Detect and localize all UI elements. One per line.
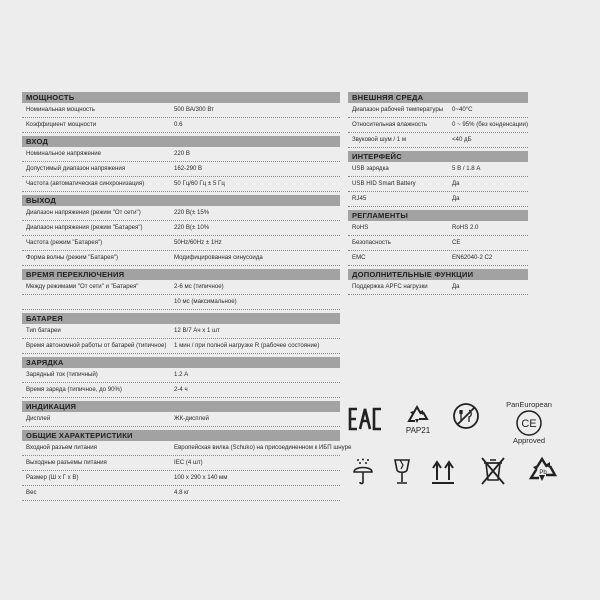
spec-value: 50Hz/60Hz ± 1Hz [174,239,222,246]
ce-approved-badge [494,400,564,445]
right-spec-column [348,92,528,298]
spec-row [22,280,340,295]
spec-value: ЖК-дисплей [174,415,209,422]
spec-row [348,103,528,118]
svg-text:Pb: Pb [539,470,547,476]
spec-label: Размер (Ш х Г х В) [26,474,79,481]
spec-value: 10 мс (максимальное) [174,298,237,305]
section-header: ВРЕМЯ ПЕРЕКЛЮЧЕНИЯ [22,269,340,280]
spec-label: Звуковой шум / 1 м [352,136,407,143]
spec-value: Да [452,283,460,290]
spec-row [348,133,528,148]
spec-row [22,295,340,310]
eac-mark-icon [348,406,382,432]
approved-label: Approved [512,436,546,445]
paneuropean-label: PanEuropean [506,400,552,409]
spec-row [22,251,340,266]
certification-icons [348,400,578,510]
section-header: ВНЕШНЯЯ СРЕДА [348,92,528,103]
ce-circle-icon [516,410,542,436]
spec-value: Европейская вилка (Schuko) на присоединенном к ИБП шнуре [174,444,352,451]
spec-value: Модифицированная синусоида [174,254,263,261]
section-header: ВХОД [22,136,340,147]
spec-row [22,456,340,471]
spec-label: Допустимый диапазон напряжения [26,165,126,172]
spec-value: 0.6 [174,121,183,128]
spec-label: Диапазон напряжения (режим "От сети") [26,209,141,216]
spec-value: 220 В [174,150,190,157]
spec-value: Да [452,195,460,202]
section-header: ЗАРЯДКА [22,357,340,368]
spec-label: Номинальная мощность [26,106,95,113]
spec-label: RJ45 [352,195,367,202]
spec-label: Диапазон напряжения (режим "Батарея") [26,224,143,231]
spec-row [348,221,528,236]
spec-row [22,103,340,118]
spec-label: Тип батареи [26,327,61,334]
section-header: ИНТЕРФЕЙС [348,151,528,162]
left-spec-column [22,92,352,504]
spec-value: CE [452,239,461,246]
spec-label: Дисплей [26,415,51,422]
spec-row [22,368,340,383]
spec-label: Частота (режим "Батарея") [26,239,103,246]
spec-row [22,162,340,177]
spec-value: <40 дБ [452,136,472,143]
spec-row [22,471,340,486]
spec-row [22,236,340,251]
fragile-glass-icon [392,458,412,486]
spec-label: Время заряда (типичное, до 90%) [26,386,122,393]
spec-label: RoHS [352,224,369,231]
spec-row [22,147,340,162]
spec-value: RoHS 2.0 [452,224,479,231]
spec-value: 2-6 мс (типичное) [174,283,224,290]
spec-row [348,280,528,295]
spec-label: USB зарядка [352,165,389,172]
spec-label: Номинальное напряжение [26,150,102,157]
spec-row [348,251,528,266]
spec-label: Диапазон рабочей температуры [352,106,444,113]
spec-row [22,412,340,427]
spec-row [22,206,340,221]
spec-label: Частота (автоматическая синхронизация) [26,180,145,187]
keep-dry-icon [352,458,374,486]
section-header: ИНДИКАЦИЯ [22,401,340,412]
this-way-up-icon [430,458,456,486]
section-header: ВЫХОД [22,195,340,206]
spec-value: 4.8 кг [174,489,190,496]
spec-label: Входной разъем питания [26,444,97,451]
spec-value: 12 В/7 Ач х 1 шт [174,327,220,334]
spec-value: EN62040-2 C2 [452,254,493,261]
spec-row [22,486,340,501]
not-food-safe-icon [452,402,480,430]
spec-value: 162-290 В [174,165,203,172]
spec-row [22,324,340,339]
spec-label: Между режимами "От сети" и "Батарея" [26,283,139,290]
spec-value: 0 ~ 95% (без конденсации) [452,121,528,128]
spec-row [22,441,352,456]
spec-row [22,118,340,133]
spec-label: Поддержка APFC нагрузки [352,283,428,290]
recycle-paper-icon [398,404,438,435]
spec-row [22,383,340,398]
spec-label: Зарядный ток (типичный) [26,371,98,378]
spec-value: 100 x 290 x 140 мм [174,474,228,481]
section-header: РЕГЛАМЕНТЫ [348,210,528,221]
section-header: ДОПОЛНИТЕЛЬНЫЕ ФУНКЦИИ [348,269,528,280]
section-header: БАТАРЕЯ [22,313,340,324]
spec-label: Выходные разъемы питания [26,459,107,466]
spec-value: 1 мин / при полной нагрузке R (рабочее состояние) [174,342,320,349]
spec-label: Относительная влажность [352,121,428,128]
spec-label: Коэффициент мощности [26,121,97,128]
spec-label: Безопасность [352,239,391,246]
section-header: МОЩНОСТЬ [22,92,340,103]
pap21-label: PAP21 [405,426,431,435]
spec-value: 500 ВА/300 Вт [174,106,214,113]
spec-value: 220 В(± 15% [174,209,210,216]
spec-row [22,177,340,192]
spec-row [348,192,528,207]
spec-row [348,162,528,177]
section-header: ОБЩИЕ ХАРАКТЕРИСТИКИ [22,430,340,441]
spec-row [348,177,528,192]
recycle-lead-icon [526,454,560,486]
spec-label: Форма волны (режим "Батарея") [26,254,119,261]
spec-row [22,221,340,236]
spec-row [348,118,528,133]
spec-value: 2-4 ч [174,386,188,393]
spec-label: EMC [352,254,366,261]
svg-text:CE: CE [521,418,537,430]
spec-label: USB HID Smart Battery [352,180,416,187]
spec-value: 0~40°С [452,106,473,113]
spec-value: 1.2 А [174,371,189,378]
spec-row [348,236,528,251]
weee-bin-icon [480,456,506,486]
spec-value: 220 В(± 10% [174,224,210,231]
spec-row [22,339,340,354]
spec-label: Вес [26,489,37,496]
spec-label: Время автономной работы от батарей (типичное) [26,342,167,349]
spec-value: 50 Гц/60 Гц ± 5 Гц [174,180,225,187]
spec-value: Да [452,180,460,187]
spec-value: IEC (4 шт) [174,459,203,466]
spec-value: 5 В / 1.8 А [452,165,481,172]
